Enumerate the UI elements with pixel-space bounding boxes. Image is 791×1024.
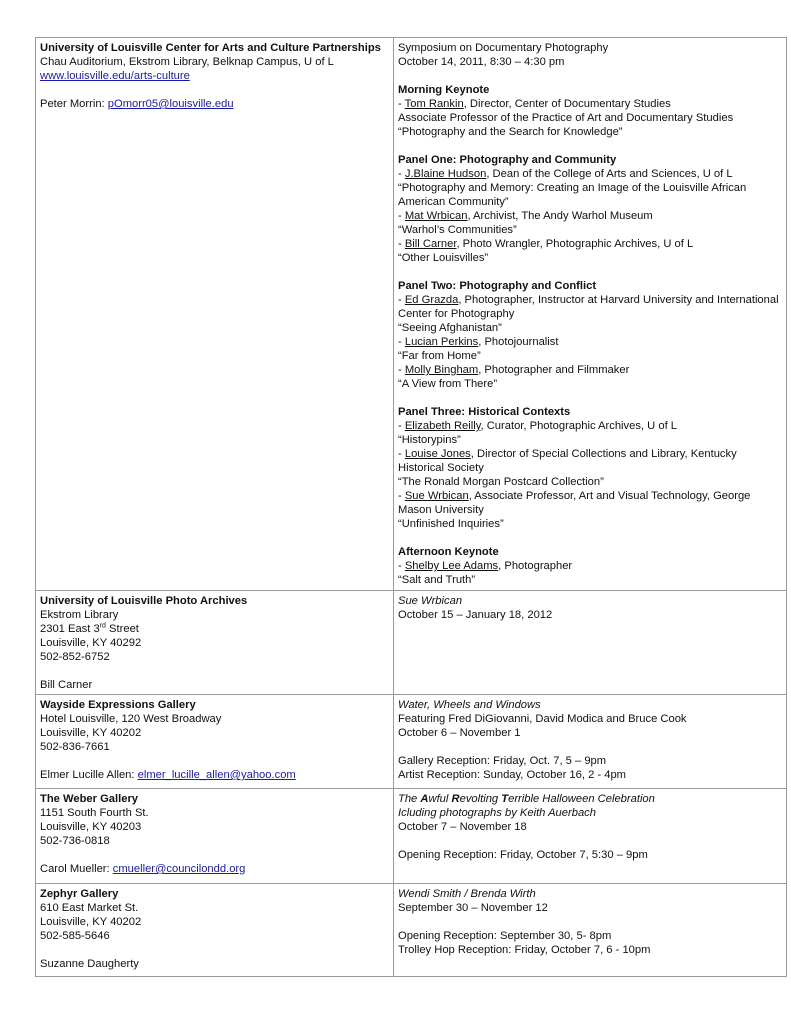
table-row [36, 789, 787, 884]
event-reception: Trolley Hop Reception: Friday, October 7, 6 - 10pm [398, 944, 651, 956]
event-dates: October 7 – November 18 [398, 821, 527, 833]
speaker-name: Bill Carner [404, 238, 457, 250]
talk-title: “The Ronald Morgan Postcard Collection” [398, 476, 604, 488]
event-dates: October 15 – January 18, 2012 [398, 609, 553, 621]
event-dates: October 6 – November 1 [398, 727, 521, 739]
talk-title: “A View from There” [398, 378, 498, 390]
speaker-line: - Molly Bingham, Photographer and Filmmaker [398, 364, 630, 376]
event-title: Symposium on Documentary Photography [398, 42, 609, 54]
table-row [36, 591, 787, 695]
event-cell [394, 38, 787, 591]
venue-cell [36, 591, 394, 695]
venue-line: 1151 South Fourth St. [40, 807, 149, 819]
event-reception: Gallery Reception: Friday, Oct. 7, 5 – 9pm [398, 755, 607, 767]
speaker-line: - Bill Carner, Photo Wrangler, Photographic Archives, U of L [398, 238, 694, 250]
venue-city: Louisville, KY 40202 [40, 727, 142, 739]
venue-cell [36, 884, 394, 977]
event-title: Water, Wheels and Windows [398, 699, 541, 711]
venue-line: Ekstrom Library [40, 609, 119, 621]
venue-city: Louisville, KY 40292 [40, 637, 142, 649]
venue-phone: 502-736-0818 [40, 835, 110, 847]
talk-title: “Salt and Truth” [398, 574, 476, 586]
venue-name: Wayside Expressions Gallery [40, 699, 196, 711]
speaker-line: - Tom Rankin, Director, Center of Documentary Studies [398, 98, 671, 110]
venue-cell [36, 789, 394, 884]
venue-city: Louisville, KY 40202 [40, 916, 142, 928]
event-cell [394, 591, 787, 695]
event-featuring: Featuring Fred DiGiovanni, David Modica and Bruce Cook [398, 713, 687, 725]
talk-title: “Photography and Memory: Creating an Image of the Louisville African American Community” [398, 182, 747, 208]
speaker-name: Mat Wrbican [404, 210, 468, 222]
venue-name: The Weber Gallery [40, 793, 139, 805]
venue-website-link[interactable]: www.louisville.edu/arts-culture [40, 70, 190, 82]
event-title: The Awful Revolting Terrible Halloween Celebration [398, 793, 655, 805]
venue-contact: Bill Carner [40, 679, 93, 691]
section-heading: Panel One: Photography and Community [398, 154, 617, 166]
speaker-line: - Mat Wrbican, Archivist, The Andy Warhol Museum [398, 210, 653, 222]
event-cell [394, 884, 787, 977]
event-title: Wendi Smith / Brenda Wirth [398, 888, 536, 900]
speaker-name: Sue Wrbican [404, 490, 469, 502]
event-dates: September 30 – November 12 [398, 902, 548, 914]
venue-line: Hotel Louisville, 120 West Broadway [40, 713, 222, 725]
speaker-line: - Sue Wrbican, Associate Professor, Art and Visual Technology, George Mason University [398, 490, 751, 516]
venue-phone: 502-585-5646 [40, 930, 110, 942]
venue-name: Zephyr Gallery [40, 888, 119, 900]
section-heading: Afternoon Keynote [398, 546, 499, 558]
table-row [36, 38, 787, 591]
speaker-line: - Shelby Lee Adams, Photographer [398, 560, 573, 572]
speaker-line: - Louise Jones, Director of Special Collections and Library, Kentucky Historical Society [398, 448, 737, 474]
contact-email-link[interactable]: cmueller@councilondd.org [112, 863, 246, 875]
venue-name: University of Louisville Photo Archives [40, 595, 248, 607]
table-row [36, 884, 787, 977]
speaker-name: Ed Grazda [404, 294, 459, 306]
venue-line: 610 East Market St. [40, 902, 139, 914]
venue-cell [36, 695, 394, 789]
section-heading: Panel Two: Photography and Conflict [398, 280, 597, 292]
speaker-name: Tom Rankin [404, 98, 464, 110]
venue-contact: Suzanne Daugherty [40, 958, 139, 970]
talk-title: “Far from Home” [398, 350, 481, 362]
event-dates: October 14, 2011, 8:30 – 4:30 pm [398, 56, 565, 68]
event-reception: Opening Reception: Friday, October 7, 5:30 – 9pm [398, 849, 648, 861]
talk-title: “Unfinished Inquiries” [398, 518, 504, 530]
speaker-role: Associate Professor of the Practice of Art and Documentary Studies [398, 112, 734, 124]
contact-email-link[interactable]: elmer_lucille_allen@yahoo.com [137, 769, 296, 781]
venue-contact: Peter Morrin: pOmorr05@louisville.edu [40, 98, 234, 110]
talk-title: “Photography and the Search for Knowledge” [398, 126, 623, 138]
speaker-name: Molly Bingham [404, 364, 479, 376]
venue-phone: 502-852-6752 [40, 651, 110, 663]
venue-street: 2301 East 3rd Street [40, 622, 139, 635]
event-subtitle: Icluding photographs by Keith Auerbach [398, 807, 596, 819]
contact-email-link[interactable]: pOmorr05@louisville.edu [107, 98, 234, 110]
speaker-name: Elizabeth Reilly [404, 420, 481, 432]
speaker-line: - Elizabeth Reilly, Curator, Photographic Archives, U of L [398, 420, 678, 432]
event-cell [394, 695, 787, 789]
talk-title: “Historypins” [398, 434, 461, 446]
event-reception: Artist Reception: Sunday, October 16, 2 - 4pm [398, 769, 627, 781]
events-table [35, 37, 787, 977]
speaker-line: - Lucian Perkins, Photojournalist [398, 336, 559, 348]
speaker-name: Lucian Perkins [404, 336, 479, 348]
venue-name: University of Louisville Center for Arts and Culture Partnerships [40, 42, 381, 54]
table-row [36, 695, 787, 789]
venue-phone: 502-836-7661 [40, 741, 110, 753]
speaker-name: Louise Jones [404, 448, 471, 460]
event-reception: Opening Reception: September 30, 5- 8pm [398, 930, 612, 942]
event-cell [394, 789, 787, 884]
talk-title: “Warhol’s Communities” [398, 224, 517, 236]
venue-contact: Elmer Lucille Allen: elmer_lucille_allen@yahoo.com [40, 769, 296, 781]
section-heading: Morning Keynote [398, 84, 490, 96]
talk-title: “Other Louisvilles” [398, 252, 489, 264]
speaker-name: J.Blaine Hudson [404, 168, 487, 180]
speaker-name: Shelby Lee Adams [404, 560, 499, 572]
venue-contact: Carol Mueller: cmueller@councilondd.org [40, 863, 246, 875]
venue-cell [36, 38, 394, 591]
talk-title: “Seeing Afghanistan” [398, 322, 502, 334]
event-title: Sue Wrbican [398, 595, 463, 607]
venue-address: Chau Auditorium, Ekstrom Library, Belknap Campus, U of L [40, 56, 334, 68]
speaker-line: - J.Blaine Hudson, Dean of the College of Arts and Sciences, U of L [398, 168, 733, 180]
section-heading: Panel Three: Historical Contexts [398, 406, 571, 418]
speaker-line: - Ed Grazda, Photographer, Instructor at Harvard University and International Center for Photography [398, 294, 779, 320]
venue-city: Louisville, KY 40203 [40, 821, 142, 833]
